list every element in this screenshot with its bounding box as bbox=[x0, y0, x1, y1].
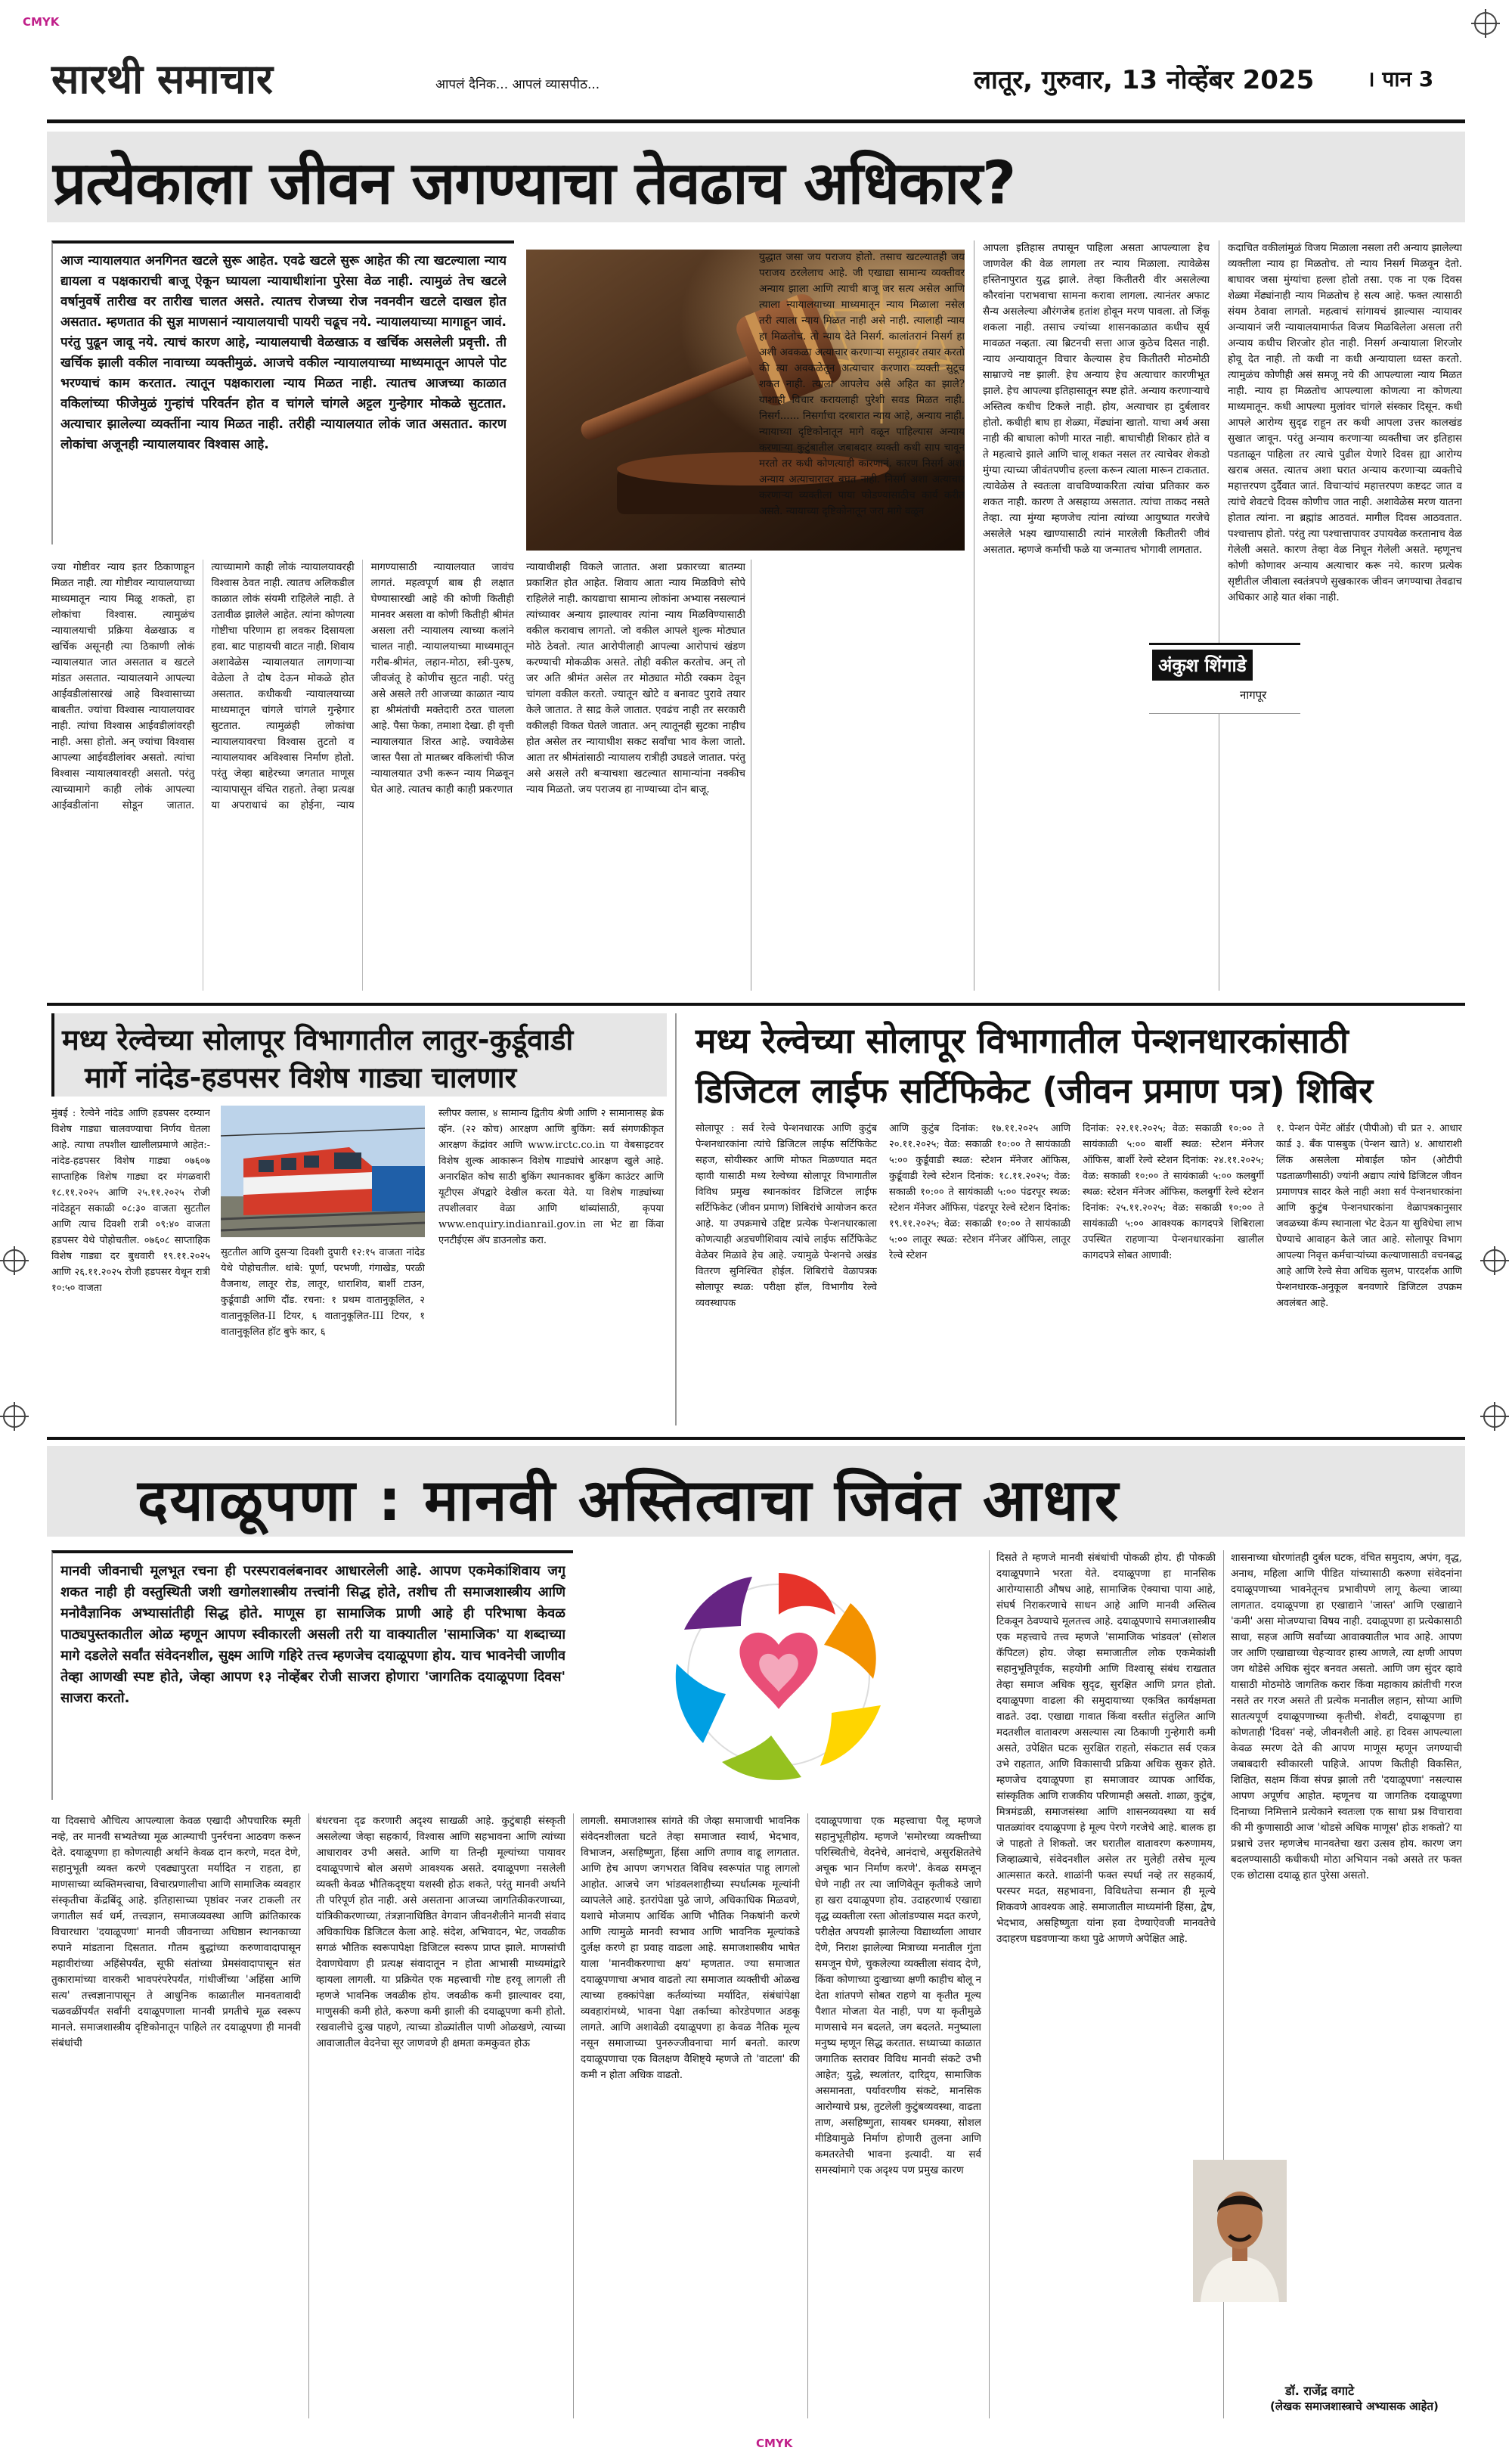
article4-body-6: शासनाच्या धोरणांतही दुर्बल घटक, वंचित समुदाय, अपंग, वृद्ध, अनाथ, महिला आणि पीडित यांच्यासाठी करुणा संवेदनांना दयाळूपणाच्या भावनेतूनच प्रभावीपणे लागू केल्या जाव्या लागतात. दयाळूपणा हा एखाद्याने 'जास्त' आणि एखाद्याने 'कमी' असा मोजण्याचा विषय नाही. दयाळूपणा हा प्रत्येकासाठी साधा, सहज आणि सर्वांच्या आवाक्यातील भाव आहे. आपण जर आणि एखाद्याच्या चेहऱ्यावर हास्य आणले, त्या क्षणी आपण जग थोडेसे अधिक सुंदर बनवत असतो. आणि जग सुंदर व्हावे यासाठी मोठमोठे जागतिक करार किंवा महाकाय क्रांतीची गरज नसते तर गरज असते ती प्रत्येक मनातील लहान, सोप्या आणि सातत्यपूर्ण दयाळूपणाच्या कृतीची. शेवटी, दयाळूपणा हा कोणताही 'दिवस' नव्हे, जीवनशैली आहे. हा दिवस आपल्याला केवळ स्मरण देते की आपण माणूस म्हणून जगण्याची जबाबदारी स्वीकारली पाहिजे. आपण कितीही विकसित, शिक्षित, सक्षम किंवा संपन्न झालो तरी 'दयाळूपणा' नसल्यास आपण अपूर्णच आहोत. म्हणूनच या जागतिक दयाळूपणा दिनाच्या निमित्ताने प्रत्येकाने स्वतःला एक साधा प्रश्न विचारावा की मी कुणासाठी आज 'थोडसे अधिक माणूस' होऊ शकतो? या प्रश्नाचे उत्तर म्हणजेच मानवतेचा खरा उत्सव होय. कारण जग बदलण्यासाठी कधीकधी मोठा अभियान नको असते तर फक्त एक छोटासा दयाळू हात पुरेसा असतो. bbox=[1231, 1552, 1462, 1881]
article1-body-mid: न्यायाधीशही विकले जातात. अशा प्रकारच्या बातम्या प्रकाशित होत आहेत. शिवाय आता न्याय मिळविणे सोपे राहिलेले नाही. कायद्याचा सामान्य लोकांना अभ्यास नसल्यानं त्यांच्यावर अन्याय झाल्यावर त्यांना न्याय मिळविण्यासाठी वकील करावाच लागतो. जो वकील आपले शुल्क मोठ्यात मोठे ठेवतो. त्यात आरोपीलाही आपल्या आरोपाचं खंडण करण्याची मोकळीक असते. तोही वकील करतोच. अन् तो जर अति श्रीमंत असेल तर मोठ्यात मोठी रक्कम देवून चांगला वकील करतो. ज्यातून खोटे व बनावट पुरावे तयार केले जातात. ते साद्र केले जातात. एवढंच नाही तर सरकारी वकीलही विकत घेतले जातात. अन् त्यातूनही सुटका नाहीच होत असेल तर न्यायाधीश सकट सर्वांचा भाव केला जातो. आता तर श्रीमंतांसाठी न्यायालय रात्रीही उघडले जातात. परंतु असे असले तरी बऱ्याचशा खटल्यात सामान्यांना नक्कीच न्याय मिळतो. जय पराजय हा नाण्याच्या दोन बाजू. bbox=[526, 561, 745, 796]
article4-divider-1 bbox=[308, 1813, 309, 2418]
dateline: लातूर, गुरुवार, 13 नोव्हेंबर 2025 bbox=[974, 65, 1315, 95]
article4-author-name: डॉ. राजेंद्र वगाटे bbox=[1285, 2384, 1355, 2398]
article1-intro: आज न्यायालयात अनगिनत खटले सुरू आहेत. एवढे खटले सुरू आहेत की त्या खटल्याला न्याय द्यायला व पक्षकाराची बाजू ऐकून घ्यायला न्यायाधीशांना पुरेसा वेळ नाही. त्यामुळं तेच खटले वर्षानुवर्षे तारीख वर तारीख चालत असते. त्यातच रोजच्या रोज नवनवीन खटले दाखल होत असतात. म्हणतात की सुज्ञ माणसानं न्यायालयाची पायरी चढूच नये. न्यायालयाच्या मागाहून जावं. परंतु पुढून जावू नये. त्याचं कारण आहे, न्यायालयाची वेळखाऊ व खर्चिक असलेली प्रवृत्ती. ती खर्चिक झाली वकील नावाच्या व्यक्तीमुळं. आजचे वकील न्यायालयाच्या माध्यमातून आपले पोट भरण्याचं काम करतात. त्यातून पक्षकाराला न्याय मिळत नाही. त्यातच आजच्या काळात वकिलांच्या फीजेमुळं गुन्हांचं परिवर्तन होत व चांगले चांगले अट्टल गुन्हेगार मोकळे सुटतात. अत्याचार झालेल्या व्यक्तींना न्याय मिळत नाही. तरीही न्यायालयात लोकं जात असतात. कारण लोकांचा अजूनही न्यायालयावर विश्वास आहे. bbox=[60, 253, 507, 452]
article1-headline-band bbox=[47, 132, 1465, 222]
author-photo bbox=[1193, 2160, 1287, 2302]
article1-body-left: ज्या गोष्टीवर न्याय इतर ठिकाणाहून मिळत नाही. त्या गोष्टीवर न्यायालयाच्या माध्यमातून न्याय मिळू शकतो, हा लोकांचा विश्वास. त्यामुळंच न्यायालयाची प्रक्रिया वेळखाऊ व खर्चिक असूनही त्या ठिकाणी लोकं न्यायालयात जात असतात व खटले मांडत असतात. न्यायालयाने आपल्या आईवडीलांसारखं आहे विश्वासाच्या बाबतीत. ज्यांचा विश्वास न्यायालयावर नाही. त्यांचा विश्वास आईवडीलांवरही नाही. असा होतो. अन् ज्यांचा विश्वास आपल्या आईवडीलांवर असतो. त्यांचा विश्वास न्यायालयावरही असतो. परंतु त्याच्यामागे काही लोकं आपल्या आईवडीलांना सोडून जातात. त्याच्यामागे काही लोकं न्यायालयावरही विश्वास ठेवत नाही. त्यातच अलिकडील काळात लोकं संयमी राहिलेले नाही. ते उतावीळ झालेले आहेत. त्यांना कोणत्या गोष्टीचा परिणाम हा लवकर दिसायला हवा. बाट पाहायची वाटत नाही. शिवाय अशावेळेस न्यायालयात लागणाऱ्या वेळेला ते दोष देऊन मोकळे होत असतात. कधीकधी न्यायालयाच्या माध्यमातून चांगले चांगले गुन्हेगार सुटतात. त्यामुळंही लोकांचा न्यायालयावरचा विश्वास तुटतो व न्यायालयावर अविश्वास निर्माण होतो. परंतु जेव्हा बाहेरच्या जगतात माणूस न्यायापासून वंचित राहतो. तेव्हा प्रत्यक्ष या अपराधाचं का होईना, न्याय मागण्यासाठी न्यायालयात जावंच लागतं. महत्वपूर्ण बाब ही लक्षात घेण्यासारखी आहे की कोणी कितीही मानवर असला वा कोणी कितीही श्रीमंत असला तरी न्यायालय त्याच्या कलांने चालत नाही. न्यायालयाच्या माध्यमातून गरीब-श्रीमंत, लहान-मोठा, स्त्री-पुरुष, जीवजंतू हे कोणीच सुटत नाही. परंतु असे असले तरी आजच्या काळात न्याय हा श्रीमंतांची मक्तेदारी ठरत चालला आहे. पैसा फेका, तमाशा देखा. ही वृत्ती न्यायालयात शिरत आहे. ज्यावेळेस जास्त पैसा तो मातब्बर वकिलांची फीज न्यायालयात उभी करून न्याय मिळवून घेत आहे. त्यातच काही काही प्रकरणात bbox=[51, 561, 514, 811]
masthead bbox=[51, 49, 1458, 116]
cmyk-label-bottom: CMYK bbox=[756, 2437, 793, 2450]
hands-heart-icon bbox=[582, 1550, 975, 1800]
article2-headline-line1: मध्य रेल्वेच्या सोलापूर विभागातील लातुर-कुर्डूवाडी bbox=[62, 1023, 574, 1056]
article3-headline-line1: मध्य रेल्वेच्या सोलापूर विभागातील पेन्शनधारकांसाठी bbox=[696, 1020, 1349, 1061]
article4-body-1: या दिवसाचे औचित्य आपल्याला केवळ एखादी औपचारिक स्मृती नव्हे, तर मानवी सभ्यतेच्या मूळ आत्म्याची पुनर्रचना आठवण करून देते. दयाळूपणा हा कोणत्याही अर्थाने केवळ दान करणे, मदत देणे, सहानुभूती व्यक्त करणे एवढ्यापुरता मर्यादित न राहता, हा माणसाच्या व्यक्तिमत्त्वाचा, विचारप्रणालीचा आणि सामाजिक व्यवहार संस्कृतीचा केंद्रबिंदू आहे. इतिहासाच्या पृष्ठांवर नजर टाकली तर जगातील सर्व धर्म, तत्त्वज्ञान, समाजव्यवस्था आणि क्रांतिकारक विचारधारा 'दयाळूपणा' मानवी जीवनाच्या अधिष्ठान स्थानकाच्या रुपाने मांडताना दिसतात. गौतम बुद्धांच्या करुणावादापासून महावीरांच्या अहिंसेपर्यंत, सूफी संतांच्या प्रेमसंवादापासून संत तुकारामांच्या वारकरी भावपरंपरेपर्यंत, गांधीजींच्या 'अहिंसा आणि सत्य' तत्त्वज्ञानापासून ते आधुनिक काळातील मानवतावादी चळवळींपर्यंत सर्वांनी दयाळूपणाला मानवी प्रगतीचे मूळ स्वरूप मानले. समाजशास्त्रीय दृष्टिकोनातून पाहिले तर दयाळूपणा ही मानवी संबंधांची bbox=[51, 1815, 301, 2049]
article4-body-5: दिसते ते म्हणजे मानवी संबंधांची पोकळी होय. ही पोकळी दयाळूपणाने भरता येते. दयाळूपणा हा मानसिक आरोग्यासाठी औषध आहे, सामाजिक ऐक्याचा पाया आहे, संघर्ष निराकरणाचे साधन आहे आणि मानवी अस्तित्व टिकवून ठेवण्याचे मूलतत्त्व आहे. दयाळूपणाचे समाजशास्त्रीय एक महत्त्वाचे तत्त्व म्हणजे 'सामाजिक भांडवल' (सोशल कॅपिटल) होय. जेव्हा समाजातील लोक एकमेकांशी सहानुभूतिपूर्वक, सहयोगी आणि विश्वासू संबंध राखतात तेव्हा समाज अधिक सुदृढ, सुरक्षित आणि प्रगत होतो. दयाळूपणा वाढला की समुदायाच्या एकत्रित कार्यक्षमता वाढते. उदा. एखाद्या गावात किंवा वस्तीत संतुलित आणि मदतशील वातावरण असल्यास त्या ठिकाणी गुन्हेगारी कमी असते, उपेक्षित घटक सुरक्षित राहतो, संकटात सर्व एकत्र उभे राहतात, आणि विकासाची प्रक्रिया अधिक सुकर होते. म्हणजेच दयाळूपणा हा समाजावर व्यापक आर्थिक, सांस्कृतिक आणि राजकीय परिणामही असतो. शाळा, कुटुंब, मित्रमंडळी, समाजसंस्था आणि शासनव्यवस्था या सर्व पातळ्यांवर दयाळूपणा हे मूल्य पेरणे गरजेचे आहे. बालक हा जे पाहतो ते शिकतो. जर घरातील वातावरण करुणामय, जिव्हाळ्याचे, संवेदनशील असेल तर मुलेही तसेच मूल्य आत्मसात करते. शाळांनी फक्त स्पर्धा नव्हे तर सहकार्य, परस्पर मदत, सहभावना, विविधतेचा सन्मान ही मूल्ये शिकवणे आवश्यक आहे. समाजातील माध्यमांनी हिंसा, द्वेष, भेदभाव, असहिष्णुता यांना हवा देण्याऐवजी मानवतेचे उदाहरण घडवणाऱ्या कथा पुढे आणणे अपेक्षित आहे. bbox=[996, 1552, 1216, 1945]
registration-mark-right-2 bbox=[1483, 1405, 1506, 1428]
article4-headline: दयाळूपणा : मानवी अस्तित्वाचा जिवंत आधार bbox=[138, 1466, 1120, 1534]
registration-mark-left-1 bbox=[3, 1249, 26, 1272]
article1-author-box bbox=[1149, 643, 1300, 714]
page-number: । पान 3 bbox=[1367, 67, 1434, 92]
article1-author-name: अंकुश शिंगाडे bbox=[1152, 650, 1253, 681]
article3-body-4: १. पेन्शन पेमेंट ऑर्डर (पीपीओ) ची प्रत २. आधार कार्ड ३. बँक पासबुक (पेन्शन खाते) ४. आधाराशी लिंक असलेला मोबाईल फोन (ओटीपी पडताळणीसाठी) ज्यांनी अद्याप त्यांचे डिजिटल जीवन प्रमाणपत्र सादर केले नाही अशा सर्व पेन्शनधारकांना आणि कुटुंब पेन्शनधारकांना वेळापत्रकानुसार जवळच्या कॅम्प स्थानाला भेट देऊन या सुविधेचा लाभ घेण्याचे आवाहन केले जात आहे. सोलापूर विभाग आपल्या निवृत्त कर्मचाऱ्यांच्या कल्याणासाठी वचनबद्ध आहे आणि रेल्वे सेवा अधिक सुलभ, पारदर्शक आणि पेन्शनधारक-अनुकूल बनवणारे डिजिटल उपक्रम अवलंबत आहे. bbox=[1276, 1123, 1462, 1309]
article3-headline-line2: डिजिटल लाईफ सर्टिफिकेट (जीवन प्रमाण पत्र) शिबिर bbox=[696, 1070, 1374, 1111]
section-rule-2 bbox=[47, 1437, 1465, 1440]
masthead-rule bbox=[47, 119, 1465, 123]
article4-author-role: (लेखक समाजशास्त्राचे अभ्यासक आहेत) bbox=[1270, 2400, 1439, 2413]
article2-headline-line2: मार्गे नांदेड-हडपसर विशेष गाड्या चालणार bbox=[85, 1061, 517, 1094]
cmyk-label-top: CMYK bbox=[23, 15, 60, 29]
article4-body-2: बंधरचना दृढ करणारी अदृश्य साखळी आहे. कुटुंबाही संस्कृती असलेल्या जेव्हा सहकार्य, विश्वास आणि सहभावना आणि त्यांच्या आधारावर उभी असते. आणि या तिन्ही मूल्यांच्या पायावर दयाळूपणाचे बोल असणे आवश्यक असते. दयाळूपणा नसलेली व्यक्ती केवळ भौतिकदृष्ट्या यशस्वी होऊ शकते, परंतु मानवी अर्थाने ती परिपूर्ण होत नाही. असे असताना आजच्या जागतिकीकरणाच्या, यांत्रिकीकरणाच्या, तंत्रज्ञानाधिष्ठित वेगवान जीवनशैलीने मानवी संवाद अधिकाधिक डिजिटल केला आहे. संदेश, अभिवादन, भेट, जवळीक सगळं भौतिक स्वरूपापेक्षा डिजिटल स्वरूप प्राप्त झाले. माणसांची देवाणघेवाण ही प्रत्यक्ष संवादातून न होता आभासी माध्यमांद्वारे व्हायला लागली. या प्रक्रियेत एक महत्त्वाची गोष्ट हरवू लागली ती म्हणजे भावनिक जवळीक होय. जवळीक कमी झाल्यावर दया, माणुसकी कमी होते, करुणा कमी झाली की दयाळूपणा कमी होतो. रखवालीचे दुःख पाहणे, त्याच्या डोळ्यांतील पाणी ओळखणे, त्याच्या आवाजातील वेदनेचा सूर जाणवणे ही क्षमता कमकुवत होऊ bbox=[316, 1815, 565, 2049]
author-portrait bbox=[1193, 2160, 1287, 2302]
article3-body-1: सोलापूर : सर्व रेल्वे पेन्शनधारक आणि कुटुंब पेन्शनधारकांना त्यांचे डिजिटल लाईफ सर्टिफिकेट सहज, सोयीस्कर आणि मोफत मिळण्यात मदत व्हावी यासाठी मध्य रेल्वेच्या सोलापूर विभागातील विविध प्रमुख स्थानकांवर डिजिटल लाईफ सर्टिफिकेट (जीवन प्रमाण) शिबिरांचे आयोजन करत आहे. या उपक्रमाचे उद्दिष्ट प्रत्येक पेन्शनधारकाला कोणत्याही अडचणीशिवाय त्यांचे लाईफ सर्टिफिकेट वेळेवर मिळावे हेच आहे. ज्यामुळे पेन्शनचे अखंड वितरण सुनिश्चित होईल. शिबिरांचे वेळापत्रक सोलापूर स्थळ: परीक्षा हॉल, विभागीय रेल्वे व्यवस्थापक bbox=[696, 1123, 877, 1309]
kindness-logo bbox=[582, 1550, 975, 1800]
article2-body-1: मुंबई : रेल्वेने नांदेड आणि हडपसर दरम्यान विशेष गाड्या चालवण्याचा निर्णय घेतला आहे. त्याचा तपशील खालीलप्रमाणे आहेत:- नांदेड-हडपसर विशेष गाड्या ०७६०७ साप्ताहिक विशेष गाड्या दर मंगळवारी १८.११.२०२५ आणि २५.११.२०२५ रोजी नांदेडहून सकाळी ०८:३० वाजता सुटतील आणि त्याच दिवशी रात्री ०९:४० वाजता हडपसर येथे पोहोचतील. ०७६०८ साप्ताहिक विशेष गाड्या दर बुधवारी १९.११.२०२५ आणि २६.११.२०२५ रोजी हडपसर येथून रात्री १०:५० वाजता bbox=[51, 1108, 210, 1294]
train-illustration bbox=[221, 1106, 425, 1237]
article4-body-4: दयाळूपणाचा एक महत्त्वाचा पैलू म्हणजे सहानुभूतीहोय. म्हणजे 'समोरच्या व्यक्तीच्या परिस्थितीचे, वेदनेचे, आनंदाचे, असुरक्षिततेचे अचूक भान निर्माण करणे'. केवळ समजून घेणे नाही तर त्या जाणिवेतून कृतीकडे जाणे हा खरा दयाळूपणा होय. उदाहरणार्थ एखाद्या वृद्ध व्यक्तीला रस्ता ओलांडण्यास मदत करणे, परीक्षेत अपयशी झालेल्या विद्यार्थ्याला आधार देणे, निराश झालेल्या मित्राच्या मनातील गुंता समजून घेणे, चुकलेल्या व्यक्तीला संवाद देणे, किंवा कोणाच्या दुःखाच्या क्षणी काहीच बोलू न देता शांतपणे सोबत राहणे या कृतीत मूल्य पैशात मोजता येत नाही, पण या कृतीमुळे माणसाचे मन बदलते, जग बदलते. मनुष्याला मनुष्य म्हणून सिद्ध करतात. सध्याच्या काळात जगातिक स्तरावर विविध मानवी संकटे उभी आहेत; युद्धे, स्थलांतर, दारिद्र्य, सामाजिक असमानता, पर्यावरणीय संकटे, मानसिक आरोग्याचे प्रश्न, तुटलेली कुटुंबव्यवस्था, वाढता ताण, असहिष्णुता, सायबर धमक्या, सोशल मीडियामुळे निर्माण होणारी तुलना आणि कमतरतेची भावना इत्यादी. या सर्व समस्यांमागे एक अदृश्य पण प्रमुख कारण bbox=[815, 1815, 981, 2176]
article1-body-far-right: कदाचित वकीलांमुळं विजय मिळाला नसला तरी अन्याय झालेल्या व्यक्तीला न्याय हा मिळतोच. तो न्याय निसर्ग मिळवून देतो. बाघावर जसा मुंग्यांचा हल्ला होतो तसा. एक ना एक दिवस शेळ्या मेंढ्यांनाही न्याय मिळतोच हे सत्य आहे. फक्त त्यासाठी संयम ठेवावा लागतो. महत्वाचं सांगायचं झाल्यास न्यायावर अन्यायानं जरी न्यायालयामार्फत विजय मिळविलेला असला तरी अन्याय कधीच शिरजोर होत नाही. निसर्ग अन्यायाला शिरजोर होवू देत नाही. तो कधी ना कधी अन्यायाला ध्वस्त करतो. त्यामुळंच कोणीही असं समजू नये की आपल्याला न्याय मिळत नाही. न्याय हा मिळतोच आपल्याला कोणत्या ना कोणत्या माध्यमातून. कधी आपल्या मुलांवर चांगले संस्कार दिसून. कधी आपले आरोग्य सुदृढ राहून तर कधी आपला उत्तर कालखंड सुखात जावून. परंतु अन्याय करणाऱ्या व्यक्तीचा जर इतिहास पडताळून पाहिला तर त्याचे पुढील येणारे दिवस ह्या आरोग्य खराब असत. त्यातच अशा घरात अन्याय करणाऱ्या व्यक्तीचे महात्तरपण दुर्दैवात जातं. विचाऱ्यांचं महात्तरपण कष्टदट जात व त्यांचे शेवटचे दिवस कोणीच जात नाही. अशावेळेस मरण यातना होतात त्यांना. ना ब्रह्मांड आठवतं. मागील दिवस आठवतात. पश्चात्ताप होतो. परंतु त्या पश्चात्तापावर उपायवेळ करतानाच वेळ गेलेली असते. कारण तेव्हा वेळ निघून गेलेली असते. म्हणूनच कोणी कोणावर अन्याय अत्याचार करू नये. कारण प्रत्येक सृष्टीतील जीवाला स्वतंत्रपणे सुखकारक जीवन जगण्याचा तेवढाच अधिकार आहे यात शंका नाही. bbox=[1228, 242, 1462, 603]
article3-body-2: आणि कुटुंब दिनांक: १७.११.२०२५ आणि २०.११.२०२५; वेळ: सकाळी १०:०० ते सायंकाळी ५:०० कुर्डूवाडी स्थळ: स्टेशन मॅनेजर ऑफिस, कुर्डूवाडी रेल्वे स्टेशन दिनांक: १८.११.२०२५; वेळ: सकाळी १०:०० ते सायंकाळी ५:०० पंढरपूर स्थळ: स्टेशन मॅनेजर ऑफिस, पंढरपूर रेल्वे स्टेशन दिनांक: १९.११.२०२५; वेळ: सकाळी १०:०० ते सायंकाळी ५:०० लातूर स्थळ: स्टेशन मॅनेजर ऑफिस, लातूर रेल्वे स्टेशन bbox=[889, 1123, 1070, 1261]
article4-body-3: लागली. समाजशास्त्र सांगते की जेव्हा समाजाची भावनिक संवेदनशीलता घटते तेव्हा समाजात स्वार्थ, भेदभाव, विभाजन, असहिष्णुता, हिंसा आणि तणाव वाढू लागतात. आणि हेच आपण जगभरात विविध स्वरूपांत पाहू लागलो आहोत. आजचे जग भांडवलशाहीच्या स्पर्धात्मक मूल्यांनी व्यापलेले आहे. इतरांपेक्षा पुढे जाणे, अधिकाधिक मिळवणे, यशाचे मोजमाप आर्थिक आणि भौतिक निकषांनी करणे आणि त्यामुळे मानवी स्वभाव आणि भावनिक मूल्यांकडे दुर्लक्ष करणे हा प्रवाह वाढला आहे. समाजशास्त्रीय भाषेत याला 'मानवीकरणाचा क्षय' म्हणतात. ज्या समाजात दयाळूपणाचा अभाव वाढतो त्या समाजात व्यक्तीची ओळख त्याच्या हक्कांपेक्षा कर्तव्यांच्या मर्यादित, संबंधांपेक्षा व्यवहारांमध्ये, भावना पेक्षा तर्काच्या कोरडेपणात अडकू लागते. आणि अशावेळी दयाळूपणा हा केवळ नैतिक मूल्य नसून समाजाच्या पुनरुज्जीवनाचा मार्ग बनतो. कारण दयाळूपणाचा एक विलक्षण वैशिष्ट्ये म्हणजे तो 'वाटला' की कमी न होता अधिक वाढतो. bbox=[581, 1815, 800, 2081]
train-photo bbox=[221, 1106, 425, 1237]
article4-intro-box bbox=[51, 1550, 573, 1800]
paper-name: सारथी समाचार bbox=[51, 55, 274, 103]
article1-body-mid2: युद्धात जसा जय पराजय होतो. तसाच खटल्यातही जय पराजय ठरलेलाच आहे. जी एखाद्या सामान्य व्यक्तीवर अन्याय झाला आणि त्याची बाजू जर सत्य असेल आणि त्याला न्यायालयाच्या माध्यमातून न्याय मिळाला नसेल तरी त्याला न्याय मिळत नाही असे नाही. त्यालाही न्याय हा मिळतोच. तो न्याय देते निसर्ग. कालांतरानं निसर्ग हा अशी अवकळा अत्याचार करणाऱ्या समूहावर तयार करतो की त्या अवकळेतून अत्याचार करणारा व्यक्ती सुटूच शकत नाही. त्याला आपलेच असे अहित का झाले? याशाही विचार करायलाही पुरेशी सवड मिळत नाही. निसर्ग...... निसर्गाचा दरबारात न्याय आहे, अन्याय नाही. न्यायाच्या दृष्टिकोनातून मागे वळून पाहिल्यास अन्याय करणाऱ्या कुटुंबातील जबाबदार व्यक्ती कधी साप चावून मरतो तर कधी कोणत्याही कारणानं. कारण निसर्ग अशा अन्याय अत्याचारावर बघत नाही. निसर्ग अशा अत्याचार करणाऱ्या व्यक्तीला पाया फोडण्यासाठीच कार्य करीत असते. न्यायाच्या दृष्टिकोनातून जरा मागे वळून bbox=[759, 251, 965, 517]
article4-headline-band bbox=[47, 1446, 1465, 1537]
article3-body-3: दिनांक: २२.११.२०२५; वेळ: सकाळी १०:०० ते सायंकाळी ५:०० बार्शी स्थळ: स्टेशन मॅनेजर ऑफिस, बार्शी रेल्वे स्टेशन दिनांक: २४.११.२०२५; वेळ: सकाळी १०:०० ते सायंकाळी ५:०० कलबुर्गी स्थळ: स्टेशन मॅनेजर ऑफिस, कलबुर्गी रेल्वे स्टेशन दिनांक: २५.११.२०२५; वेळ: सकाळी १०:०० ते सायंकाळी ५:०० आवश्यक कागदपत्रे शिबिराला उपस्थित राहणाऱ्या पेन्शनधारकांना खालील कागदपत्रे सोबत आणावी: bbox=[1083, 1123, 1264, 1261]
article4-divider-4 bbox=[989, 1550, 990, 2418]
section-rule-1 bbox=[47, 1003, 1465, 1006]
article4-intro: मानवी जीवनाची मूलभूत रचना ही परस्परावलंबनावर आधारलेली आहे. आपण एकमेकांशिवाय जगू शकत नाही ही वस्तुस्थिती जशी खगोलशास्त्रीय तत्त्वांनी सिद्ध होते, तशीच ती समाजशास्त्रीय आणि मनोवैज्ञानिक अभ्यासांतीही सिद्ध होते. माणूस हा सामाजिक प्राणी आहे ही परिभाषा केवळ पाठ्यपुस्तकातील ओळ म्हणून आपण स्वीकारली असली तरी या वाक्यातील 'सामाजिक' या शब्दाच्या मागे दडलेले सर्वांत संवेदनशील, सुक्ष्म आणि गहिरे तत्त्व म्हणजेच दयाळूपणा होय. याच भावनेची जाणीव तेव्हा आणखी स्पष्ट होते, जेव्हा आपण १३ नोव्हेंबर रोजी साजरा होणारा 'जागतिक दयाळूपणा दिवस' साजरा करतो. bbox=[60, 1563, 565, 1706]
registration-mark-top-right bbox=[1474, 12, 1497, 35]
article2-body-2: सुटतील आणि दुसऱ्या दिवशी दुपारी १२:१५ वाजता नांदेड येथे पोहोचतील. थांबे: पूर्णा, परभणी, गंगाखेड, परळी वैजनाथ, लातूर रोड, लातूर, धाराशिव, बार्शी टाउन, कुर्डूवाडी आणि दौंड. रचना: १ प्रथम वातानुकूलित, २ वातानुकूलित-II टियर, ६ वातानुकूलित-III टियर, १ वातानुकूलित हॉट बुफे कार, ६ bbox=[221, 1247, 425, 1338]
article4-divider-3 bbox=[807, 1813, 808, 2418]
article2-body-3: स्लीपर क्लास, ४ सामान्य द्वितीय श्रेणी आणि २ सामानासह ब्रेक व्हॅन. (२२ कोच) आरक्षण आणि बुकिंग: सर्व संगणकीकृत आरक्षण केंद्रांवर आणि www.irctc.co.in या वेबसाइटवर विशेष शुल्क आकारून विशेष गाड्यांचे आरक्षण खुले आहे. अनारक्षित कोच साठी बुकिंग स्थानकावर बुकिंग काउंटर आणि यूटीएस ॲपद्वारे देखील करता येते. या विशेष गाड्यांच्या तपशीलवार वेळा आणि थांब्यांसाठी, कृपया www.enquiry.indianrail.gov.in ला भेट द्या किंवा एनटीईएस ॲप डाउनलोड करा. bbox=[438, 1108, 664, 1246]
article4-divider-2 bbox=[573, 1813, 574, 2418]
registration-mark-left-2 bbox=[3, 1405, 26, 1428]
article1-author-place: नागपूर bbox=[1240, 688, 1267, 702]
article2-headline-box bbox=[51, 1013, 667, 1097]
paper-tagline: आपलं दैनिक... आपलं व्यासपीठ... bbox=[435, 77, 600, 92]
article1-body-right: आपला इतिहास तपासून पाहिला असता आपल्याला हेच जाणवेल की वेळ लागला तर न्याय मिळाला. त्यावेळेस हस्तिनापुरात युद्ध झाले. तेव्हा कितीतरी वीर असलेल्या कौरवांना पराभवाचा सामना करावा लागला. त्यानंतर अफाट सैन्य असलेल्या औरंगजेब हतांश होवून मरण पावला. तो जिंकू शकला नाही. तसाच ज्यांच्या शासनकाळात कधीच सूर्य मावळत नव्हता. त्या ब्रिटनची सत्ता आज कुठेच दिसत नाही. न्याय अन्यायातून विचार केल्यास हेच कितीतरी मोठमोठी साम्राज्ये नष्ट झाली. हेच अन्याय हेच अत्याचार कारणीभूत झाले. हेच आपल्या इतिहासातून स्पष्ट होते. अन्याय करणाऱ्याचे अस्तित्व कधीच टिकले नाही. होय, अत्याचार हा दुर्बलावर होतो. कधीही बाघ हा शेळ्या, मेंढ्यांना खातो. याचा अर्थ असा नाही की बाघाला कोणी मारत नाही. बाघाचीही शिकार होते व ते महत्वाचे झाले आणि चालू शकत नसल तर त्याचेवर शेकडो मुंग्या त्याच्या जीवंतपणीच हल्ला करून त्याला मारून टाकतात. त्यावेळेस ते स्वतःला वाचविण्याकरिता त्यांचा प्रतिकार करु शकत नाही. कारण ते असहाय्य असतात. त्यांचा ताकद नसते तेव्हा. त्या मुंग्या म्हणजेच त्यांना त्यांच्या आयुष्यात गरजेचे असलेले भक्ष्य खाण्यासाठी त्यांनं मारलेली कितीतरी जीवं असतात. म्हणजे कर्माची फळे या जन्मातच भोगावी लागतात. bbox=[983, 242, 1210, 556]
article1-headline: प्रत्येकाला जीवन जगण्याचा तेवढाच अधिकार? bbox=[53, 150, 1016, 218]
article1-intro-box bbox=[51, 240, 514, 544]
section-divider-vertical bbox=[675, 1013, 677, 1425]
registration-mark-right-1 bbox=[1483, 1249, 1506, 1272]
